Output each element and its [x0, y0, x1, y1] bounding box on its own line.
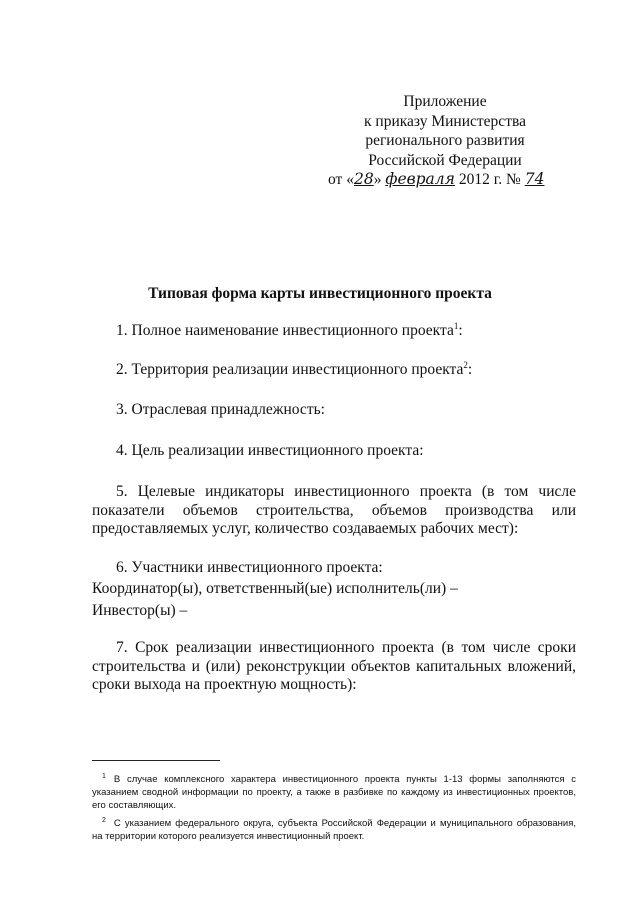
item-6: 6. Участники инвестиционного проекта:: [116, 559, 383, 576]
item-6-investor: Инвестор(ы) –: [92, 602, 188, 619]
footnote-2-number: 2: [102, 817, 106, 824]
item-7-line-1: 7. Срок реализации инвестиционного проекта (в том числе сроки: [116, 639, 576, 656]
date-prefix: от «: [328, 171, 354, 188]
item-5-rest: показатели объемов строительства, объемов производства или предоставляемых услуг, количество создаваемых рабочих мест):: [92, 501, 576, 537]
footnote-divider: [92, 760, 220, 761]
footnote-2-text: С указанием федерального округа, субъекта Российской Федерации и муниципального образования, на территории которого реализуется инвестиционный проект.: [92, 818, 576, 843]
footnote-ref-2: 2: [463, 359, 468, 370]
header-line-appendix: Приложение: [403, 93, 487, 110]
item-2-end: :: [467, 361, 473, 378]
footnote-2: [92, 814, 576, 843]
item-5: [92, 483, 576, 539]
date-mid: »: [373, 171, 386, 188]
appendix-header: [300, 92, 590, 190]
item-4: 4. Цель реализации инвестиционного проекта:: [116, 442, 424, 459]
document-title: Типовая форма карты инвестиционного проекта: [148, 285, 492, 302]
header-line-order: к приказу Министерства: [364, 112, 526, 130]
item-7-rest: строительства и (или) реконструкции объектов капитальных вложений, сроки выхода на проектную мощность):: [92, 657, 576, 693]
item-2: [116, 360, 472, 379]
item-2-text: 2. Территория реализации инвестиционного проекта: [116, 361, 464, 378]
footnote-1-number: 1: [102, 773, 106, 780]
footnote-ref-1: 1: [453, 320, 459, 331]
item-3: 3. Отраслевая принадлежность:: [116, 401, 325, 418]
item-1-text: 1. Полное наименование инвестиционного проекта: [116, 322, 454, 339]
item-6-coordinator: Координатор(ы), ответственный(ые) исполнитель(ли) –: [92, 580, 458, 597]
footnote-1: [92, 770, 576, 812]
header-line-ministry: регионального развития: [365, 132, 525, 149]
item-5-line-1: 5. Целевые индикаторы инвестиционного проекта (в том числе: [116, 483, 576, 500]
footnote-1-text: В случае комплексного характера инвестиционного проекта пункты 1-13 формы заполняются с указанием сводной информации по проекту, а также в разбивке по каждому из инвестиционных проектов, его составляющих.: [92, 774, 576, 812]
order-date-line: [300, 170, 590, 190]
header-line-federation: Российской Федерации: [368, 151, 522, 169]
handwritten-order-number: 74: [524, 170, 545, 188]
item-7: [92, 639, 576, 695]
item-1: [116, 321, 463, 340]
handwritten-day: 28: [353, 170, 374, 188]
handwritten-month: февраля: [385, 170, 455, 188]
date-year: 2012 г. №: [454, 171, 525, 188]
item-1-end: :: [458, 322, 463, 339]
